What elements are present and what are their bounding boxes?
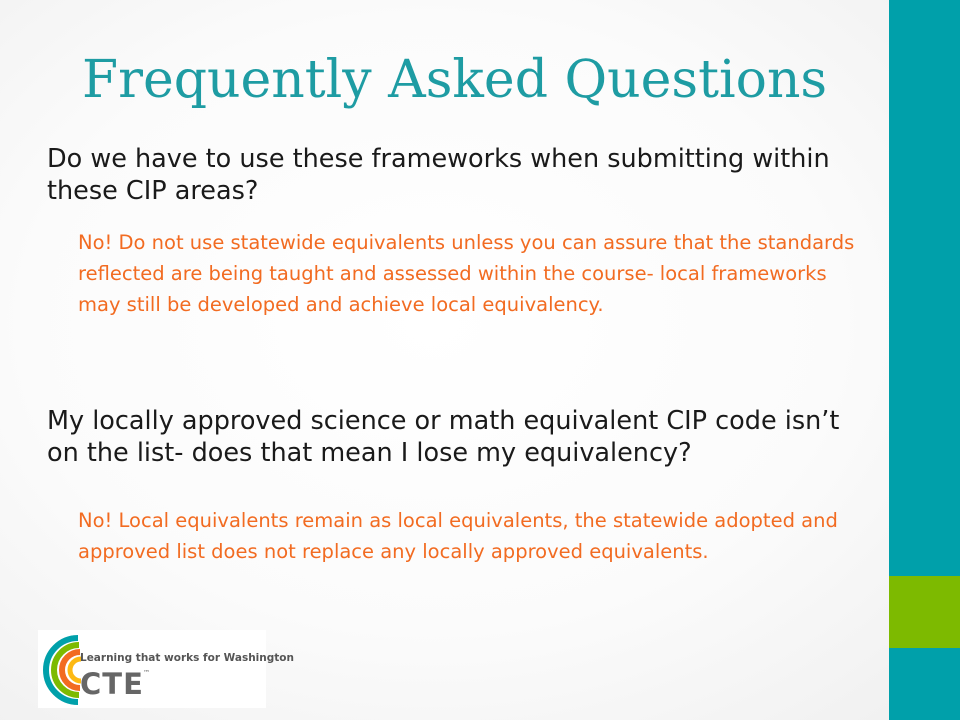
sidebar-teal-lower-band [889,648,960,720]
faq-answer-1: No! Do not use statewide equivalents unless you can assure that the standards reflected are being taught and assessed within the course- local frameworks may still be developed and achieve local equivalency. [78,231,855,316]
faq-question-1: Do we have to use these frameworks when submitting within these CIP areas? [47,144,830,206]
faq-answer-2: No! Local equivalents remain as local equivalents, the statewide adopted and approved list does not replace any locally approved equivalents. [78,509,838,563]
sidebar-green-band [889,576,960,648]
sidebar-teal-band [889,0,960,576]
faq-question-2: My locally approved science or math equivalent CIP code isn’t on the list- does that mean I lose my equivalency? [47,406,840,468]
cte-logo-icon [38,630,266,708]
logo-wordmark: CTE [80,667,144,701]
logo-tagline: Learning that works for Washington [80,652,294,664]
logo-trademark: ™ [143,669,150,677]
slide-title: Frequently Asked Questions [82,50,828,110]
